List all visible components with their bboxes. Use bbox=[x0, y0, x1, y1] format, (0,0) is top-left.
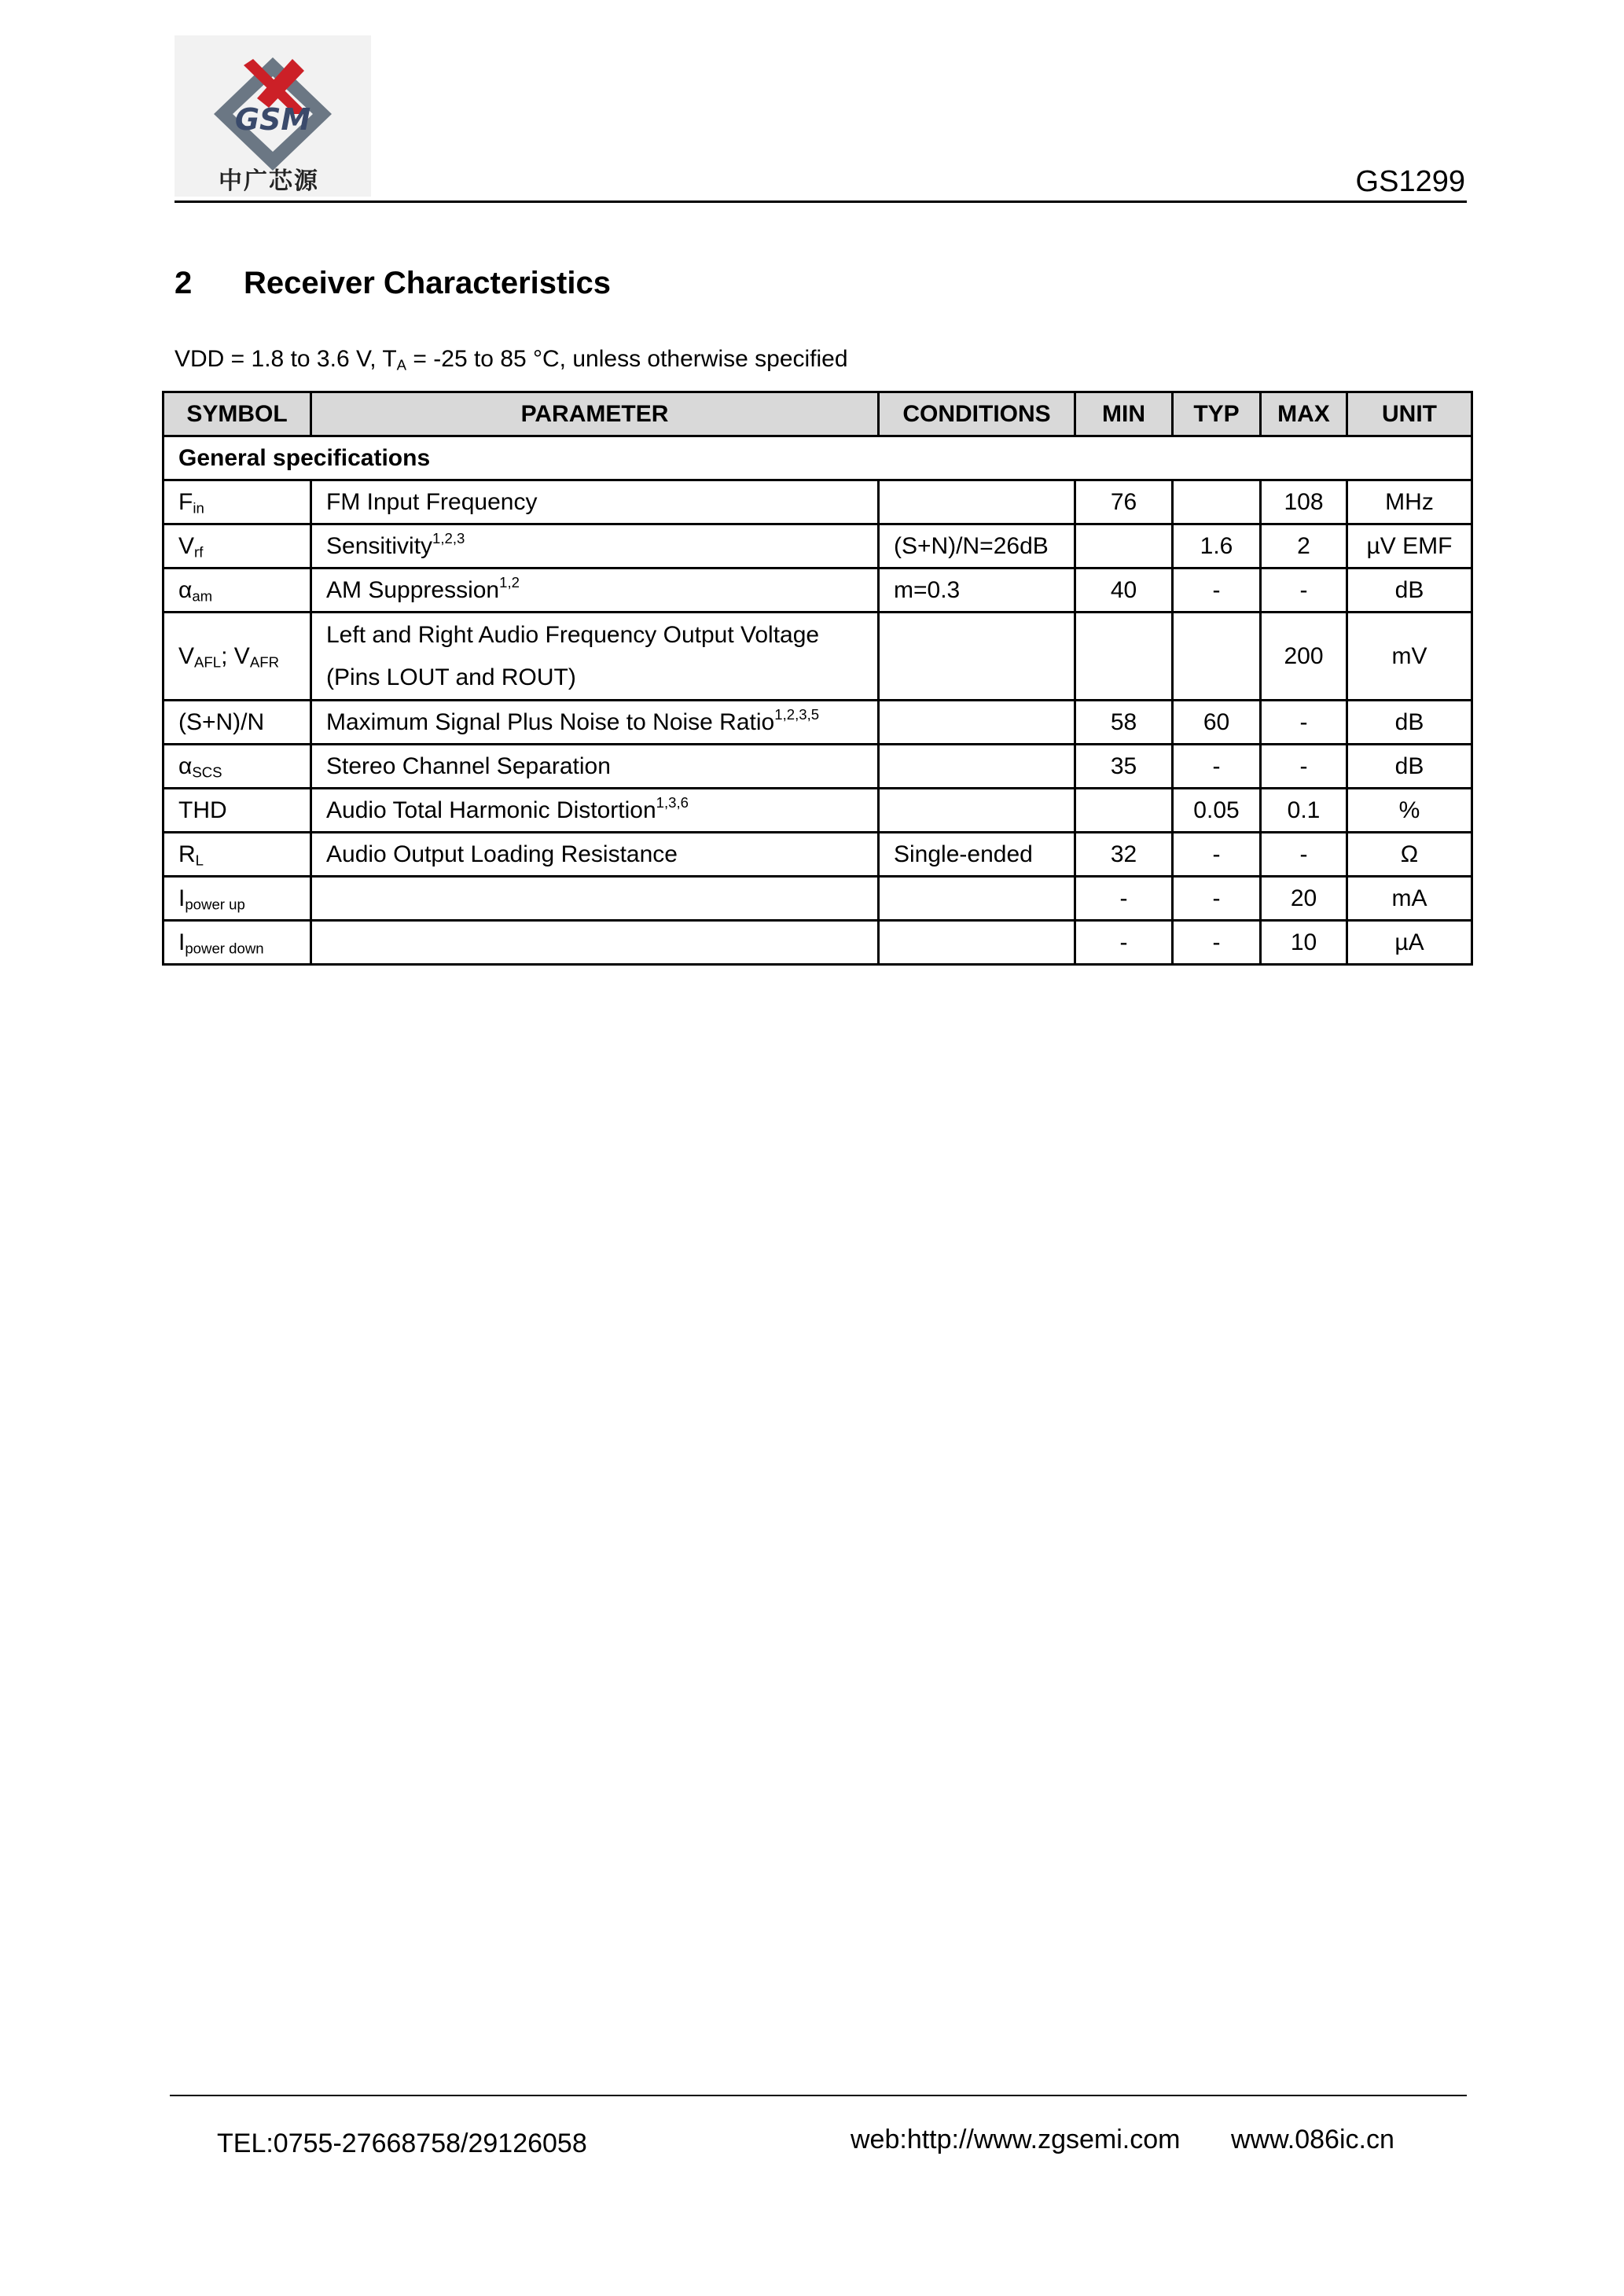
symbol-cell: $\alpha_{am}$ bbox=[164, 568, 311, 613]
min-cell: 32 bbox=[1075, 833, 1173, 877]
section-number: 2 bbox=[175, 266, 193, 300]
section-heading bbox=[175, 266, 611, 301]
max-cell: 2 bbox=[1261, 524, 1347, 568]
column-header-conditions: CONDITIONS bbox=[879, 392, 1075, 436]
parameter-cell: Sensitivity$^{1,2,3}$ bbox=[311, 524, 879, 568]
column-header-max: MAX bbox=[1261, 392, 1347, 436]
table-header-row bbox=[164, 392, 1472, 436]
symbol-cell: $I_{power up}$ bbox=[164, 877, 311, 921]
column-header-unit: UNIT bbox=[1347, 392, 1472, 436]
conditions-cell bbox=[879, 745, 1075, 789]
parameter-cell: Left and Right Audio Frequency Output Voltage (Pins LOUT and ROUT) bbox=[311, 613, 879, 701]
typ-cell: 1.6 bbox=[1173, 524, 1261, 568]
unit-cell: dB bbox=[1347, 568, 1472, 613]
max-cell: 200 bbox=[1261, 613, 1347, 701]
max-cell: 0.1 bbox=[1261, 789, 1347, 833]
typ-cell: - bbox=[1173, 745, 1261, 789]
unit-cell: Ω bbox=[1347, 833, 1472, 877]
table-row bbox=[164, 701, 1472, 745]
symbol-cell: $\alpha_{SCS}$ bbox=[164, 745, 311, 789]
min-cell: 58 bbox=[1075, 701, 1173, 745]
unit-cell: mV bbox=[1347, 613, 1472, 701]
footer-telephone: TEL:0755-27668758/29126058 bbox=[217, 2129, 587, 2158]
typ-cell bbox=[1173, 613, 1261, 701]
logo-mark-text: GSM bbox=[234, 102, 311, 137]
conditions-cell bbox=[879, 613, 1075, 701]
footer-divider bbox=[170, 2095, 1467, 2096]
column-header-symbol: SYMBOL bbox=[164, 392, 311, 436]
receiver-characteristics-table bbox=[162, 391, 1473, 966]
parameter-cell: Maximum Signal Plus Noise to Noise Ratio$^{1,2,3,5}$ bbox=[311, 701, 879, 745]
unit-cell: dB bbox=[1347, 745, 1472, 789]
min-cell: 40 bbox=[1075, 568, 1173, 613]
parameter-cell bbox=[311, 877, 879, 921]
table-row bbox=[164, 789, 1472, 833]
symbol-cell: $V_{rf}$ bbox=[164, 524, 311, 568]
column-header-typ: TYP bbox=[1173, 392, 1261, 436]
typ-cell: - bbox=[1173, 877, 1261, 921]
table-row bbox=[164, 480, 1472, 524]
unit-cell: MHz bbox=[1347, 480, 1472, 524]
conditions-cell bbox=[879, 877, 1075, 921]
unit-cell: mA bbox=[1347, 877, 1472, 921]
table-row bbox=[164, 524, 1472, 568]
max-cell: 20 bbox=[1261, 877, 1347, 921]
min-cell bbox=[1075, 524, 1173, 568]
min-cell: - bbox=[1075, 921, 1173, 965]
conditions-cell bbox=[879, 921, 1075, 965]
company-name: 中广芯源 bbox=[219, 167, 319, 195]
operating-conditions bbox=[175, 346, 848, 373]
unit-cell: dB bbox=[1347, 701, 1472, 745]
table-row bbox=[164, 745, 1472, 789]
symbol-cell: $V_{AFL}$; $V_{AFR}$ bbox=[164, 613, 311, 701]
parameter-cell bbox=[311, 921, 879, 965]
typ-cell: 0.05 bbox=[1173, 789, 1261, 833]
conditions-cell: Single-ended bbox=[879, 833, 1075, 877]
header-divider bbox=[175, 201, 1467, 203]
unit-cell: % bbox=[1347, 789, 1472, 833]
max-cell: 108 bbox=[1261, 480, 1347, 524]
conditions-cell: (S+N)/N=26dB bbox=[879, 524, 1075, 568]
parameter-cell: AM Suppression$^{1,2}$ bbox=[311, 568, 879, 613]
parameter-cell: FM Input Frequency bbox=[311, 480, 879, 524]
max-cell: - bbox=[1261, 833, 1347, 877]
parameter-cell: Audio Total Harmonic Distortion$^{1,3,6}$ bbox=[311, 789, 879, 833]
conditions-cell bbox=[879, 480, 1075, 524]
conditions-cell bbox=[879, 701, 1075, 745]
max-cell: 10 bbox=[1261, 921, 1347, 965]
conditions-cell: m=0.3 bbox=[879, 568, 1075, 613]
typ-cell bbox=[1173, 480, 1261, 524]
group-row bbox=[164, 436, 1472, 480]
symbol-cell: $F_{in}$ bbox=[164, 480, 311, 524]
document-id: GS1299 bbox=[1355, 165, 1465, 198]
conditions-sub: A bbox=[396, 356, 407, 373]
parameter-cell: Stereo Channel Separation bbox=[311, 745, 879, 789]
table-row bbox=[164, 833, 1472, 877]
table-row bbox=[164, 568, 1472, 613]
min-cell bbox=[1075, 613, 1173, 701]
symbol-cell: THD bbox=[164, 789, 311, 833]
typ-cell: - bbox=[1173, 921, 1261, 965]
table-row bbox=[164, 921, 1472, 965]
group-label: General specifications bbox=[164, 436, 1472, 480]
unit-cell: µA bbox=[1347, 921, 1472, 965]
min-cell bbox=[1075, 789, 1173, 833]
min-cell: 76 bbox=[1075, 480, 1173, 524]
unit-cell: µV EMF bbox=[1347, 524, 1472, 568]
column-header-min: MIN bbox=[1075, 392, 1173, 436]
typ-cell: 60 bbox=[1173, 701, 1261, 745]
typ-cell: - bbox=[1173, 568, 1261, 613]
symbol-cell: $I_{power down}$ bbox=[164, 921, 311, 965]
conditions-cell bbox=[879, 789, 1075, 833]
conditions-prefix: VDD = 1.8 to 3.6 V, T bbox=[175, 346, 397, 372]
table-row bbox=[164, 613, 1472, 701]
footer-website-link-2[interactable]: www.086ic.cn bbox=[1231, 2125, 1394, 2154]
max-cell: - bbox=[1261, 701, 1347, 745]
min-cell: - bbox=[1075, 877, 1173, 921]
parameter-cell: Audio Output Loading Resistance bbox=[311, 833, 879, 877]
min-cell: 35 bbox=[1075, 745, 1173, 789]
footer-website-link[interactable]: web:http://www.zgsemi.com bbox=[851, 2125, 1181, 2154]
table-row bbox=[164, 877, 1472, 921]
typ-cell: - bbox=[1173, 833, 1261, 877]
column-header-parameter: PARAMETER bbox=[311, 392, 879, 436]
section-title: Receiver Characteristics bbox=[244, 266, 611, 300]
max-cell: - bbox=[1261, 568, 1347, 613]
symbol-cell: (S+N)/N bbox=[164, 701, 311, 745]
max-cell: - bbox=[1261, 745, 1347, 789]
symbol-cell: $R_L$ bbox=[164, 833, 311, 877]
conditions-suffix: = -25 to 85 °C, unless otherwise specified bbox=[406, 346, 848, 372]
